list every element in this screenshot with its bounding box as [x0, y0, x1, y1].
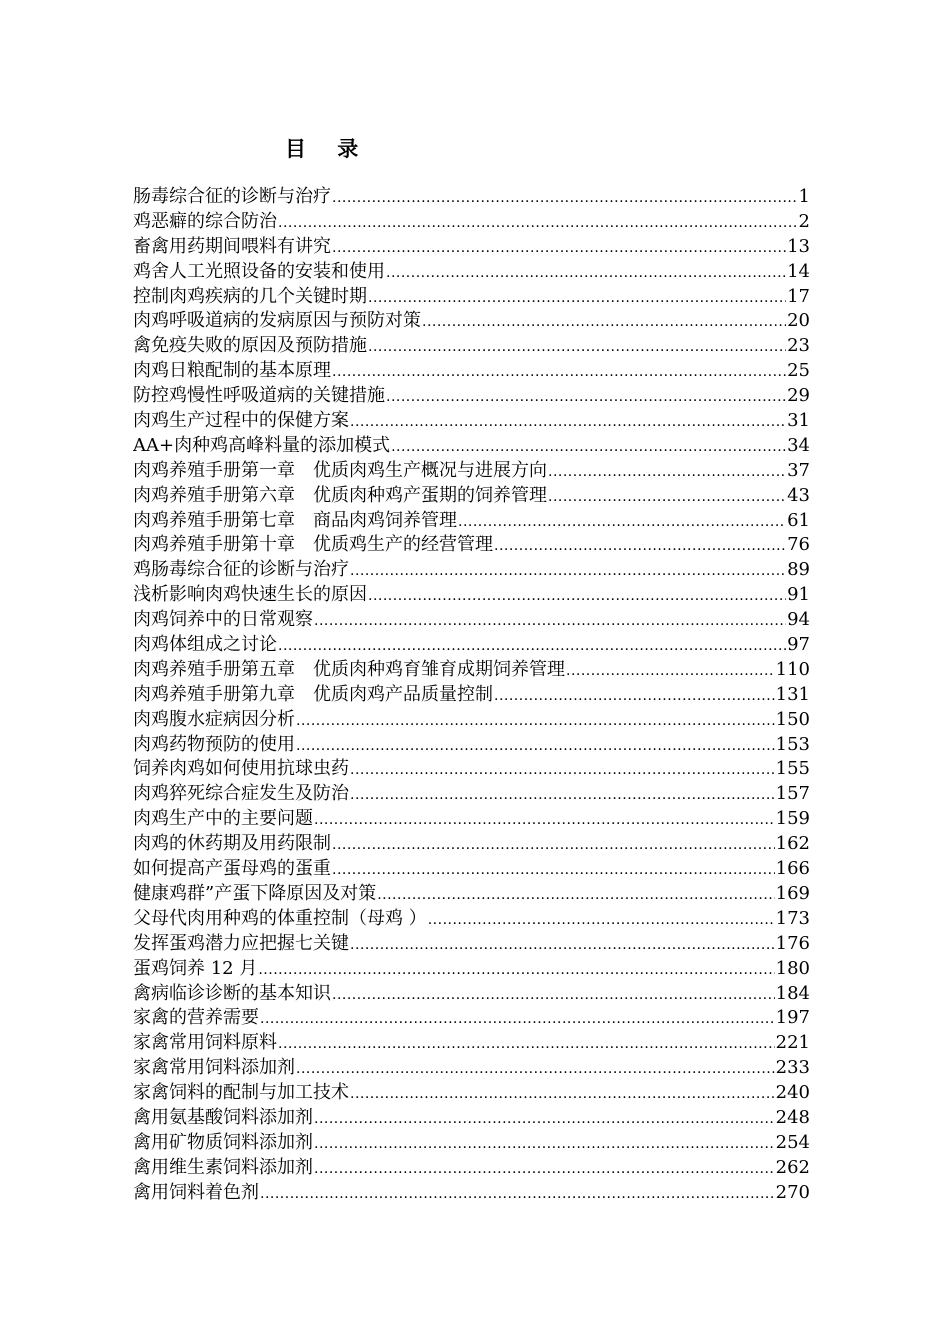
- toc-dot-leader: [314, 1157, 775, 1181]
- toc-entry[interactable]: [133, 608, 810, 633]
- toc-entry-title: 鸡肠毒综合征的诊断与治疗: [133, 559, 349, 581]
- toc-dot-leader: [278, 211, 798, 235]
- toc-entry-title: 肉鸡日粮配制的基本原理: [133, 360, 331, 382]
- toc-entry-page-number: 91: [787, 584, 810, 606]
- toc-entry-page-number: 157: [775, 783, 810, 805]
- toc-entry-page-number: 61: [787, 509, 810, 531]
- toc-entry[interactable]: [133, 633, 810, 658]
- toc-entry-title: 父母代肉用种鸡的体重控制（母鸡 ）: [133, 907, 427, 929]
- toc-entry[interactable]: [133, 434, 810, 459]
- toc-entry-title: 肉鸡养殖手册第一章 优质肉鸡生产概况与进展方向: [133, 459, 547, 481]
- toc-dot-leader: [260, 1007, 775, 1031]
- toc-entry-page-number: 29: [787, 385, 810, 407]
- toc-entry[interactable]: [133, 509, 810, 534]
- toc-entry[interactable]: [133, 334, 810, 359]
- toc-dot-leader: [296, 734, 775, 758]
- toc-dot-leader: [296, 709, 775, 733]
- toc-entry-title: 肉鸡养殖手册第九章 优质肉鸡产品质量控制: [133, 683, 493, 705]
- toc-entry[interactable]: [133, 907, 810, 932]
- toc-entry[interactable]: [133, 285, 810, 310]
- toc-entry-title: 肉鸡养殖手册第七章 商品肉鸡饲养管理: [133, 509, 457, 531]
- toc-entry-page-number: 184: [775, 982, 810, 1004]
- toc-dot-leader: [314, 609, 786, 633]
- toc-entry-page-number: 173: [775, 907, 810, 929]
- toc-entry-title: 禽用维生素饲料添加剂: [133, 1156, 313, 1178]
- toc-dot-leader: [350, 559, 786, 583]
- toc-entry[interactable]: [133, 807, 810, 832]
- toc-entry-title: 鸡舍人工光照设备的安装和使用: [133, 260, 385, 282]
- toc-entry-page-number: 270: [775, 1181, 810, 1203]
- toc-entry-page-number: 131: [775, 683, 810, 705]
- toc-entry-page-number: 180: [775, 957, 810, 979]
- toc-dot-leader: [350, 783, 775, 807]
- toc-entry[interactable]: [133, 832, 810, 857]
- toc-entry-page-number: 233: [775, 1057, 810, 1079]
- toc-entry[interactable]: [133, 235, 810, 260]
- toc-entry-page-number: 162: [775, 833, 810, 855]
- toc-entry-title: 肉鸡猝死综合症发生及防治: [133, 783, 349, 805]
- toc-entry-title: 肉鸡饲养中的日常观察: [133, 609, 313, 631]
- toc-entry[interactable]: [133, 857, 810, 882]
- toc-dot-leader: [314, 808, 775, 832]
- toc-entry-page-number: 221: [775, 1032, 810, 1054]
- toc-dot-leader: [566, 659, 775, 683]
- toc-entry[interactable]: [133, 1081, 810, 1106]
- toc-entry-page-number: 197: [775, 1007, 810, 1029]
- toc-entry-title: 肉鸡养殖手册第六章 优质肉种鸡产蛋期的饲养管理: [133, 484, 547, 506]
- toc-dot-leader: [260, 1182, 775, 1206]
- toc-dot-leader: [278, 1032, 775, 1056]
- toc-entry[interactable]: [133, 210, 810, 235]
- toc-entry-title: 如何提高产蛋母鸡的蛋重: [133, 858, 331, 880]
- toc-entry-title: 禽用饲料着色剂: [133, 1181, 259, 1203]
- toc-entry[interactable]: [133, 384, 810, 409]
- toc-entry-page-number: 155: [775, 758, 810, 780]
- toc-dot-leader: [428, 908, 775, 932]
- toc-dot-leader: [368, 286, 786, 310]
- toc-entry[interactable]: [133, 359, 810, 384]
- toc-entry-page-number: 176: [775, 932, 810, 954]
- toc-entry-page-number: 25: [787, 360, 810, 382]
- toc-dot-leader: [548, 485, 786, 509]
- toc-entry-page-number: 248: [775, 1106, 810, 1128]
- toc-entry-title: 浅析影响肉鸡快速生长的原因: [133, 584, 367, 606]
- toc-entry[interactable]: [133, 882, 810, 907]
- toc-dot-leader: [332, 858, 775, 882]
- toc-entry-page-number: 2: [798, 210, 810, 232]
- toc-dot-leader: [350, 933, 775, 957]
- toc-entry-title: 肉鸡生产中的主要问题: [133, 808, 313, 830]
- toc-entry-page-number: 262: [775, 1156, 810, 1178]
- toc-dot-leader: [386, 261, 786, 285]
- toc-entry[interactable]: [133, 1056, 810, 1081]
- toc-entry-page-number: 23: [787, 335, 810, 357]
- toc-entry[interactable]: [133, 1131, 810, 1156]
- toc-entry-page-number: 34: [787, 434, 810, 456]
- toc-entry[interactable]: [133, 309, 810, 334]
- toc-dot-leader: [296, 1057, 775, 1081]
- toc-entry[interactable]: [133, 459, 810, 484]
- toc-entry[interactable]: [133, 1106, 810, 1131]
- toc-entry[interactable]: [133, 733, 810, 758]
- toc-entry[interactable]: [133, 558, 810, 583]
- toc-dot-leader: [368, 335, 786, 359]
- toc-entry-title: 肉鸡呼吸道病的发病原因与预防对策: [133, 310, 421, 332]
- toc-entry-title: 畜禽用药期间喂料有讲究: [133, 235, 331, 257]
- toc-entry-page-number: 254: [775, 1131, 810, 1153]
- toc-entry-title: 肉鸡生产过程中的保健方案: [133, 410, 349, 432]
- toc-entry-title: 禽免疫失败的原因及预防措施: [133, 335, 367, 357]
- toc-entry[interactable]: [133, 583, 810, 608]
- toc-entry-title: 肉鸡药物预防的使用: [133, 733, 295, 755]
- toc-dot-leader: [332, 360, 786, 384]
- toc-entry-title: 肉鸡腹水症病因分析: [133, 708, 295, 730]
- toc-dot-leader: [422, 310, 786, 334]
- toc-entry-title: 防控鸡慢性呼吸道病的关键措施: [133, 385, 385, 407]
- toc-dot-leader: [458, 510, 786, 534]
- toc-entry-title: 家禽常用饲料原料: [133, 1032, 277, 1054]
- toc-entry-title: 家禽的营养需要: [133, 1007, 259, 1029]
- toc-entry-page-number: 166: [775, 858, 810, 880]
- toc-entry[interactable]: [133, 658, 810, 683]
- toc-entry-page-number: 76: [787, 534, 810, 556]
- toc-entry-page-number: 89: [787, 559, 810, 581]
- toc-entry[interactable]: [133, 708, 810, 733]
- toc-entry[interactable]: [133, 957, 810, 982]
- toc-entry-title: AA+肉种鸡高峰料量的添加模式: [133, 434, 391, 456]
- toc-dot-leader: [391, 435, 786, 459]
- toc-entry[interactable]: [133, 782, 810, 807]
- toc-entry-page-number: 153: [775, 733, 810, 755]
- toc-entry[interactable]: [133, 1156, 810, 1181]
- toc-entry[interactable]: [133, 484, 810, 509]
- toc-entry-page-number: 31: [787, 410, 810, 432]
- toc-dot-leader: [350, 758, 775, 782]
- toc-entry[interactable]: [133, 1031, 810, 1056]
- toc-dot-leader: [350, 1082, 775, 1106]
- toc-list: [133, 185, 810, 1206]
- toc-entry-title: 禽用矿物质饲料添加剂: [133, 1131, 313, 1153]
- toc-dot-leader: [350, 410, 786, 434]
- toc-entry-page-number: 240: [775, 1082, 810, 1104]
- toc-entry-page-number: 13: [787, 235, 810, 257]
- toc-entry[interactable]: [133, 1006, 810, 1031]
- toc-entry-title: 肉鸡养殖手册第五章 优质肉种鸡育雏育成期饲养管理: [133, 658, 565, 680]
- toc-entry[interactable]: [133, 683, 810, 708]
- toc-entry-page-number: 20: [787, 310, 810, 332]
- toc-title: 目 录: [285, 136, 371, 161]
- toc-entry-page-number: 169: [775, 882, 810, 904]
- toc-entry-title: 家禽常用饲料添加剂: [133, 1057, 295, 1079]
- toc-entry-title: 禽用氨基酸饲料添加剂: [133, 1106, 313, 1128]
- toc-entry-title: 健康鸡群”产蛋下降原因及对策: [133, 882, 377, 904]
- toc-dot-leader: [494, 684, 775, 708]
- toc-entry-title: 控制肉鸡疾病的几个关键时期: [133, 285, 367, 307]
- toc-entry-page-number: 150: [775, 708, 810, 730]
- toc-entry[interactable]: [133, 409, 810, 434]
- toc-dot-leader: [332, 983, 775, 1007]
- toc-entry[interactable]: [133, 185, 810, 210]
- toc-entry[interactable]: [133, 757, 810, 782]
- toc-entry[interactable]: [133, 932, 810, 957]
- toc-dot-leader: [386, 385, 786, 409]
- toc-dot-leader: [494, 534, 786, 558]
- toc-dot-leader: [278, 634, 786, 658]
- toc-entry[interactable]: [133, 982, 810, 1007]
- toc-entry-title: 肉鸡体组成之讨论: [133, 634, 277, 656]
- toc-entry-page-number: 94: [787, 609, 810, 631]
- toc-entry-title: 禽病临诊诊断的基本知识: [133, 982, 331, 1004]
- toc-entry-page-number: 97: [787, 634, 810, 656]
- toc-entry-page-number: 43: [787, 484, 810, 506]
- toc-entry-title: 发挥蛋鸡潜力应把握七关键: [133, 932, 349, 954]
- toc-entry-page-number: 14: [787, 260, 810, 282]
- toc-entry-title: 肉鸡养殖手册第十章 优质鸡生产的经营管理: [133, 534, 493, 556]
- toc-dot-leader: [332, 186, 798, 210]
- toc-entry-title: 肠毒综合征的诊断与治疗: [133, 186, 331, 207]
- toc-entry-page-number: 110: [775, 658, 810, 680]
- toc-dot-leader: [548, 460, 786, 484]
- toc-entry-title: 蛋鸡饲养 12 月: [133, 957, 258, 979]
- toc-entry[interactable]: [133, 533, 810, 558]
- toc-dot-leader: [314, 1132, 775, 1156]
- toc-dot-leader: [332, 236, 786, 260]
- toc-entry-page-number: 17: [787, 285, 810, 307]
- toc-entry-title: 肉鸡的休药期及用药限制: [133, 833, 331, 855]
- toc-dot-leader: [332, 833, 775, 857]
- toc-entry-title: 鸡恶癖的综合防治: [133, 210, 277, 232]
- toc-dot-leader: [314, 1107, 775, 1131]
- toc-entry-title: 家禽饲料的配制与加工技术: [133, 1082, 349, 1104]
- toc-entry-title: 饲养肉鸡如何使用抗球虫药: [133, 758, 349, 780]
- toc-dot-leader: [368, 584, 786, 608]
- toc-entry-page-number: 1: [798, 186, 810, 207]
- toc-dot-leader: [377, 883, 774, 907]
- toc-entry[interactable]: [133, 260, 810, 285]
- toc-dot-leader: [258, 958, 774, 982]
- toc-entry-page-number: 37: [787, 459, 810, 481]
- toc-entry-page-number: 159: [775, 808, 810, 830]
- toc-entry[interactable]: [133, 1181, 810, 1206]
